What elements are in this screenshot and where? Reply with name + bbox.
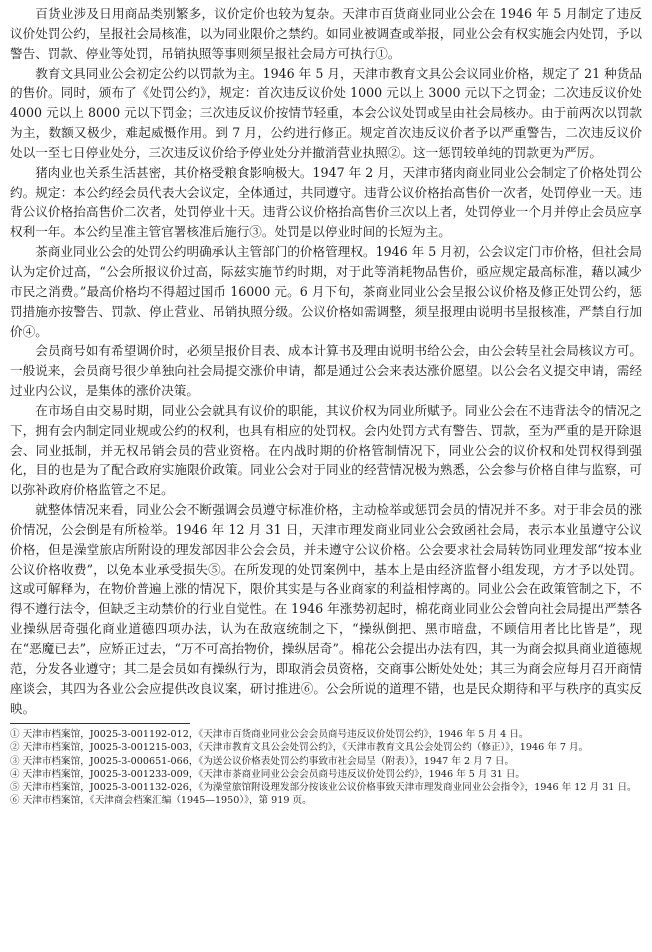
footnote-3: ③ 天津市档案馆，J0025-3-000651-066，《为送公议价格表处罚公约事致市社会局呈（附表）》，1947 年 2 月 7 日。 xyxy=(10,755,515,767)
footnote-5: ⑤ 天津市档案馆，J0025-3-001132-026，《为澡堂旅馆附设理发部分按该业公议价格事致天津市理发商业同业公会指令》，1946 年 12 月 31 日。 xyxy=(10,781,637,793)
main-text xyxy=(10,4,642,718)
footnote-6: ⑥ 天津市档案馆，《天津商会档案汇编（1945—1950）》，第 919 页。 xyxy=(10,794,312,806)
footnote-1: ① 天津市档案馆，J0025-3-001192-012，《天津市百货商业同业公会会员商号违反议价处罚公约》，1946 年 5 月 4 日。 xyxy=(10,729,529,741)
paragraph-1: 百货业涉及日用商品类别繁多，议价定价也较为复杂。天津市百货商业同业公会在 1946 年 5 月制定了违反议价处罚公约，呈报社会局核准，以为同业限价之禁约。如同业被调查或举报，同业公会有权实施会内处罚，予以警告、罚款、停业等处罚，吊销执照等事则须呈报社会局方可执行①。 xyxy=(10,6,642,61)
paragraph-3: 猪肉业也关系生活甚密，其价格受粮食影响极大。1947 年 2 月，天津市猪肉商业同业公会制定了价格处罚公约。规定：本公约经会员代表大会议定，全体通过，共同遵守。违背公议价格抬高售价一次者，处罚停业一天。违背公议价格抬高售价二次者，处罚停业十天。违背公议价格抬高售价三次以上者，处罚停业一个月并停止会员应享权利一年。本公约呈准主管官署核准后施行③。处罚是以停业时间的长短为主。 xyxy=(10,164,642,240)
paragraph-4: 茶商业同业公会的处罚公约明确承认主管部门的价格管理权。1946 年 5 月初，公会议定门市价格，但社会局认为定价过高，“公会所报议价过高，际兹实施节约时期，对于此等消耗物品售价，亟应规定最高标准，藉以减少市民之消费。”最高价格均不得超过国币 16000 元。6 月下旬，茶商业同业公会呈报公议价格及修正处罚公约，惩罚措施亦按警告、罚款、停止营业、吊销执照分级。公议价格如需调整，须呈报理由说明书呈报核准，严禁自行加价④。 xyxy=(10,244,642,339)
footnotes xyxy=(10,728,642,807)
footnote-4: ④ 天津市档案馆，J0025-3-001233-009，《天津市茶商业同业公会会员商号违反议价处罚公约》，1946 年 5 月 31 日。 xyxy=(10,768,526,780)
paragraph-7: 就整体情况来看，同业公会不断强调会员遵守标准价格，主动检举或惩罚会员的情况并不多。对于非会员的涨价情况，公会倒是有所检举。1946 年 12 月 31 日，天津市理发商业同业公会致函社会局，表示本业虽遵守公议价格，但是澡堂旅店所附设的理发部因非公会会员，并未遵守公议价格。公会要求社会局转饬同业理发部“按本业公议价格收费”，以免本业承受损失⑤。在所发现的处罚案例中，基本上是由经济监督小组发现，方才予以处罚。这或可解释为，在物价普遍上涨的情况下，限价其实是与各业商家的利益相悖离的。同业公会在政策管制之下，不得不遵行法令，但缺乏主动禁价的行业自觉性。在 1946 年涨势初起时，棉花商业同业公会曾向社会局提出严禁各业操纵居奇强化商业道德四项办法，认为在敌寇统制之下，“操纵倒把、黑市暗盘，不顾信用者比比皆是”，现在“恶魔已去”，应矫正过去，“万不可高抬物价，操纵居奇”。棉花公会提出办法有四，其一为商会拟具商业道德规范，分发各业遵守；其二是会员如有操纵行为，即取消会员资格，交商事公断处处处；其三为商会应每月召开商情座谈会，其四为各业公会应提供改良议案，研讨推进⑥。公会所说的道理不错，也是民众期待和平与秩序的真实反映。 xyxy=(10,502,642,716)
paragraph-5: 会员商号如有希望调价时，必须呈报价目表、成本计算书及理由说明书给公会，由公会转呈社会局核议方可。一般说来，会员商号很少单独向社会局提交涨价申请，都是通过公会来表达涨价愿望。以公会名义提交申请，需经过业内公议，是集体的涨价决策。 xyxy=(10,343,642,399)
paragraph-2: 教育文具同业公会初定公约以罚款为主。1946 年 5 月，天津市教育文具公会议同业价格，规定了 21 种货品的售价。同时，颁布了《处罚公约》，规定：首次违反议价处 1000 元以上 3000 元以下之罚金；二次违反议价处 4000 元以上 8000 元以下罚金；三次违反议价按情节轻重，本会公议处罚或呈由社会局核办。由于前两次以罚款为主，数额又极少，难起威慑作用。到 7 月，公约进行修正。规定首次违反议价者予以严重警告，二次违反议价处以一至七日停业处分，三次违反议价给予停业处分并撤消营业执照②。这一惩罚较单纯的罚款更为严厉。 xyxy=(10,65,642,160)
footnote-2: ② 天津市档案馆，J0025-3-001215-003，《天津市教育文具公会处罚公约》，《天津市教育文具公会处罚公约（修正）》，1946 年 7 月。 xyxy=(10,742,589,754)
paragraph-6: 在市场自由交易时期，同业公会就具有议价的职能，其议价权为同业所赋予。同业公会在不违背法令的情况之下，拥有会内制定同业规或公约的权利，也具有相应的处罚权。会内处罚方式有警告、罚款，至为严重的是开除退会、同业抵制，并无权吊销会员的营业资格。在内战时期的价格管制情况下，同业公会的议价权和处罚权得到强化，目的也是为了配合政府实施限价政策。同业公会对于同业的经营情况极为熟悉，公会参与价格自律与监察，可以弥补政府价格监管之不足。 xyxy=(10,402,642,498)
footnote-divider xyxy=(10,723,190,724)
